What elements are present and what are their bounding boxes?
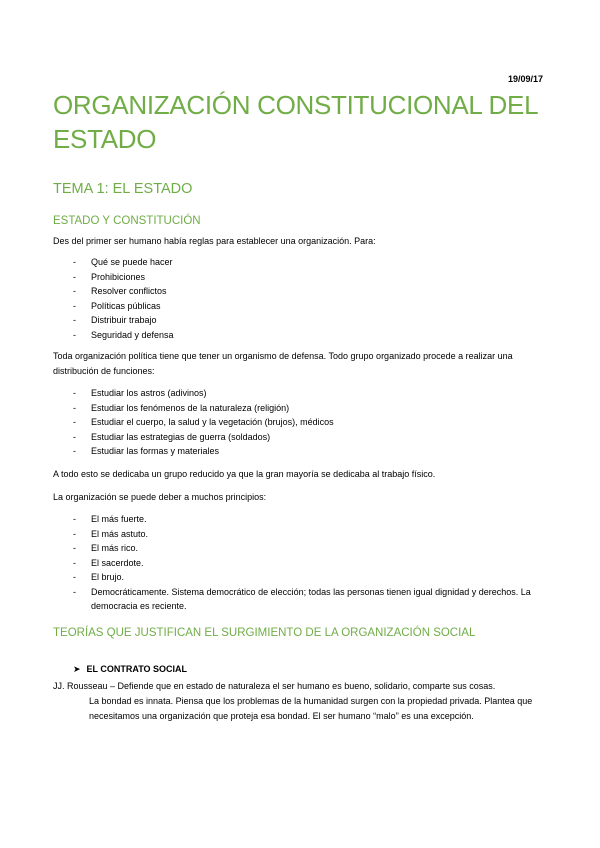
list-item: - Democráticamente. Sistema democrático de elección; todas las personas tienen igual dignidad y derechos. La democracia es reciente.	[73, 585, 533, 614]
list-item: - Qué se puede hacer	[73, 255, 533, 270]
list-item: - El sacerdote.	[73, 556, 533, 571]
date: 19/09/17	[507, 74, 543, 84]
rousseau-line-1: JJ. Rousseau – Defiende que en estado de naturaleza el ser humano es bueno, solidario, comparte sus cosas.	[53, 681, 496, 691]
paragraph-rousseau	[53, 679, 548, 724]
document-title: ORGANIZACIÓN CONSTITUCIONAL DEL ESTADO	[53, 90, 538, 154]
list-para	[73, 255, 533, 342]
paragraph-principios: La organización se puede deber a muchos principios:	[53, 492, 267, 502]
list-item: - El brujo.	[73, 570, 533, 585]
section-heading-teorias: TEORÍAS QUE JUSTIFICAN EL SURGIMIENTO DE LA ORGANIZACIÓN SOCIAL	[53, 627, 476, 639]
list-principios	[73, 512, 533, 614]
list-item: - Políticas públicas	[73, 299, 533, 314]
list-item: - Estudiar el cuerpo, la salud y la vegetación (brujos), médicos	[73, 415, 533, 430]
list-item: - Distribuir trabajo	[73, 313, 533, 328]
paragraph-intro: Des del primer ser humano había reglas para establecer una organización. Para:	[53, 236, 376, 246]
list-item: - Estudiar las estrategias de guerra (soldados)	[73, 430, 533, 445]
arrow-bullet-icon: ➤	[73, 664, 81, 674]
subheading-label: EL CONTRATO SOCIAL	[86, 664, 188, 674]
list-item: - Estudiar las formas y materiales	[73, 444, 533, 459]
list-item: - Estudiar los fenómenos de la naturaleza (religión)	[73, 401, 533, 416]
list-item: - El más rico.	[73, 541, 533, 556]
rousseau-line-2: La bondad es innata. Piensa que los problemas de la humanidad surgen con la propiedad privada. Plantea que necesitamos una organización que proteja esa bondad. El ser humano “malo” es una excepción.	[89, 696, 533, 721]
subheading-contrato	[73, 664, 187, 675]
paragraph-grupo: A todo esto se dedicaba un grupo reducido ya que la gran mayoría se dedicaba al trabajo físico.	[53, 469, 436, 479]
list-funciones	[73, 386, 533, 459]
tema-heading: TEMA 1: EL ESTADO	[53, 181, 193, 197]
section-heading-estado: ESTADO Y CONSTITUCIÓN	[53, 215, 201, 227]
list-item: - El más astuto.	[73, 527, 533, 542]
paragraph-defensa: Toda organización política tiene que tener un organismo de defensa. Todo grupo organizado procede a realizar una distribución de funciones:	[53, 351, 513, 376]
list-item: - Resolver conflictos	[73, 284, 533, 299]
list-item: - Estudiar los astros (adivinos)	[73, 386, 533, 401]
list-item: - Prohibiciones	[73, 270, 533, 285]
list-item: - Seguridad y defensa	[73, 328, 533, 343]
list-item: - El más fuerte.	[73, 512, 533, 527]
